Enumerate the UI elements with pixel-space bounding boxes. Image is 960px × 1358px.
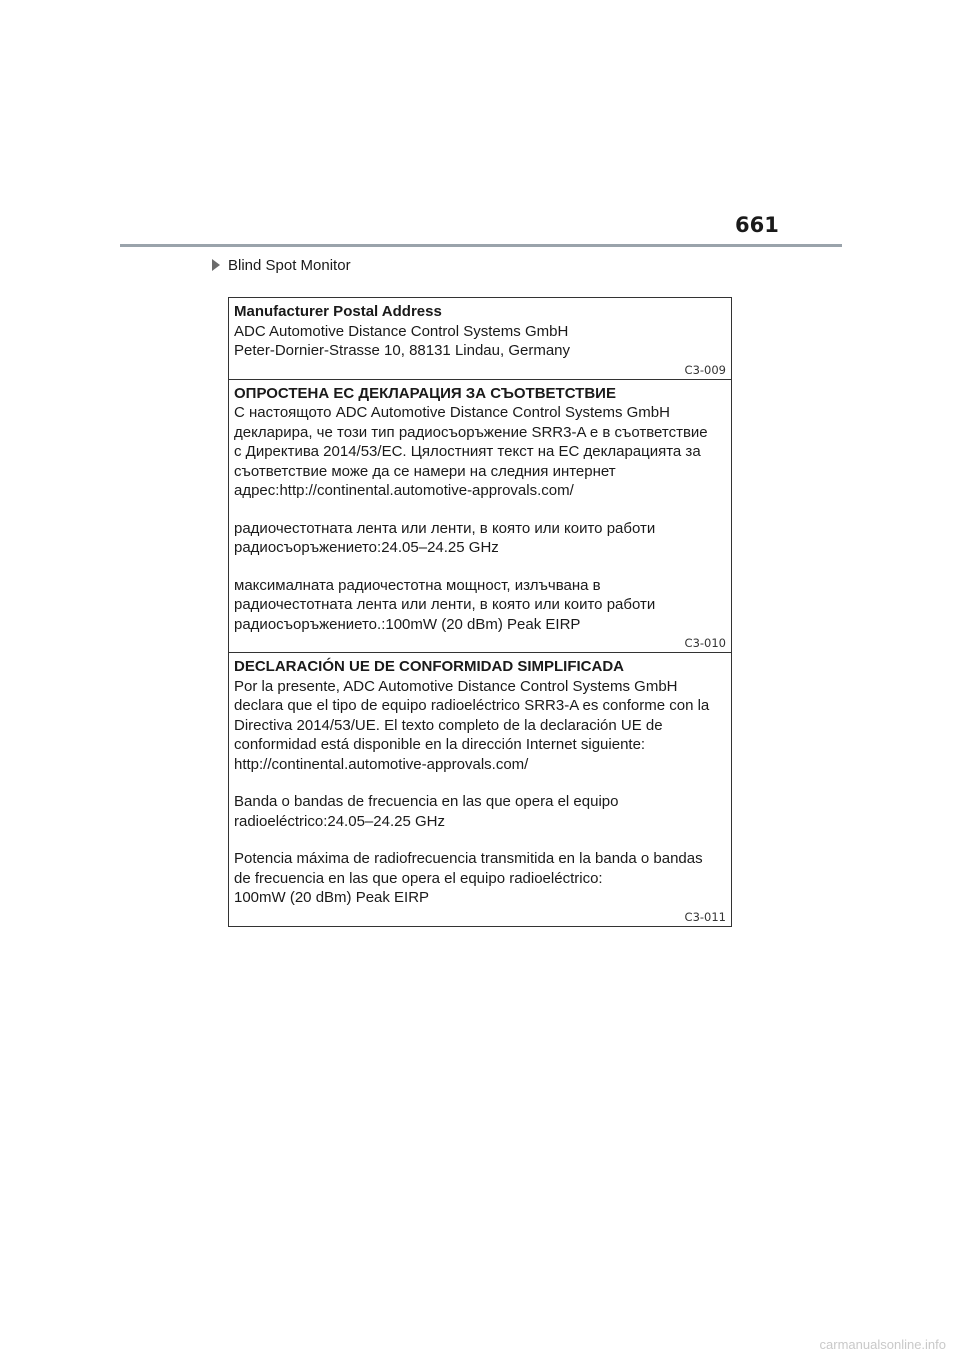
text-line: conformidad está disponible en la dirección Internet siguiente: [234, 736, 646, 753]
declaration-label-box [228, 297, 732, 927]
block-code: C3-009 [684, 362, 726, 377]
section-heading-text: Blind Spot Monitor [228, 256, 351, 274]
text-line: Peter-Dornier-Strasse 10, 88131 Lindau, Germany [234, 342, 571, 359]
text-line: declara que el tipo de equipo radioeléctrico SRR3-A es conforme con la [234, 697, 710, 714]
text-line: Por la presente, ADC Automotive Distance Control Systems GmbH [234, 677, 678, 695]
page-number: 661 [735, 213, 779, 237]
text-line: Banda o bandas de frecuencia en las que opera el equipo [234, 793, 619, 810]
section-heading [212, 255, 351, 275]
paragraph-gap [234, 774, 726, 792]
text-line: Potencia máxima de radiofrecuencia transmitida en la banda o bandas [234, 850, 703, 867]
paragraph-gap [234, 558, 726, 576]
paragraph-gap [234, 501, 726, 519]
declaration-block [229, 653, 731, 926]
text-line: 100mW (20 dBm) Peak EIRP [234, 889, 430, 906]
watermark: carmanualsonline.info [819, 1337, 946, 1352]
block-code: C3-010 [684, 636, 726, 650]
text-line: радиосъоръжението:24.05–24.25 GHz [234, 539, 499, 556]
block-title: Manufacturer Postal Address [234, 303, 442, 320]
arrow-right-icon [212, 259, 220, 271]
block-code: C3-011 [684, 909, 726, 924]
text-line: de frecuencia en las que opera el equipo radioeléctrico: [234, 869, 603, 887]
text-line: http://continental.automotive-approvals.com/ [234, 755, 529, 773]
declaration-block [229, 380, 731, 654]
text-line: декларира, че този тип радиосъоръжение SRR3-A е в съответствие [234, 423, 708, 441]
text-line: ADC Automotive Distance Control Systems GmbH [234, 322, 569, 340]
text-line: радиочестотната лента или ленти, в която или които работи [234, 596, 656, 613]
text-line: адрес:http://continental.automotive-approvals.com/ [234, 482, 574, 499]
text-line: Directiva 2014/53/UE. El texto completo de la declaración UE de [234, 716, 663, 734]
block-title: ОПРОСТЕНА ЕС ДЕКЛАРАЦИЯ ЗА СЪОТВЕТСТВИЕ [234, 384, 616, 402]
text-line: максималната радиочестотна мощност, излъчвана в [234, 576, 601, 594]
text-line: с Директива 2014/53/ЕС. Цялостният текст на ЕС декларацията за [234, 443, 701, 460]
block-title: DECLARACIÓN UE DE CONFORMIDAD SIMPLIFICADA [234, 658, 624, 675]
text-line: съответствие може да се намери на следния интернет [234, 462, 616, 480]
text-line: радиочестотната лента или ленти, в която или които работи [234, 519, 656, 537]
text-line: radioeléctrico:24.05–24.25 GHz [234, 812, 445, 830]
text-line: радиосъоръжението.:100mW (20 dBm) Peak EIRP [234, 615, 581, 633]
header-rule [120, 244, 842, 247]
paragraph-gap [234, 831, 726, 849]
text-line: С настоящото ADC Automotive Distance Control Systems GmbH [234, 404, 670, 421]
declaration-block [229, 298, 731, 380]
